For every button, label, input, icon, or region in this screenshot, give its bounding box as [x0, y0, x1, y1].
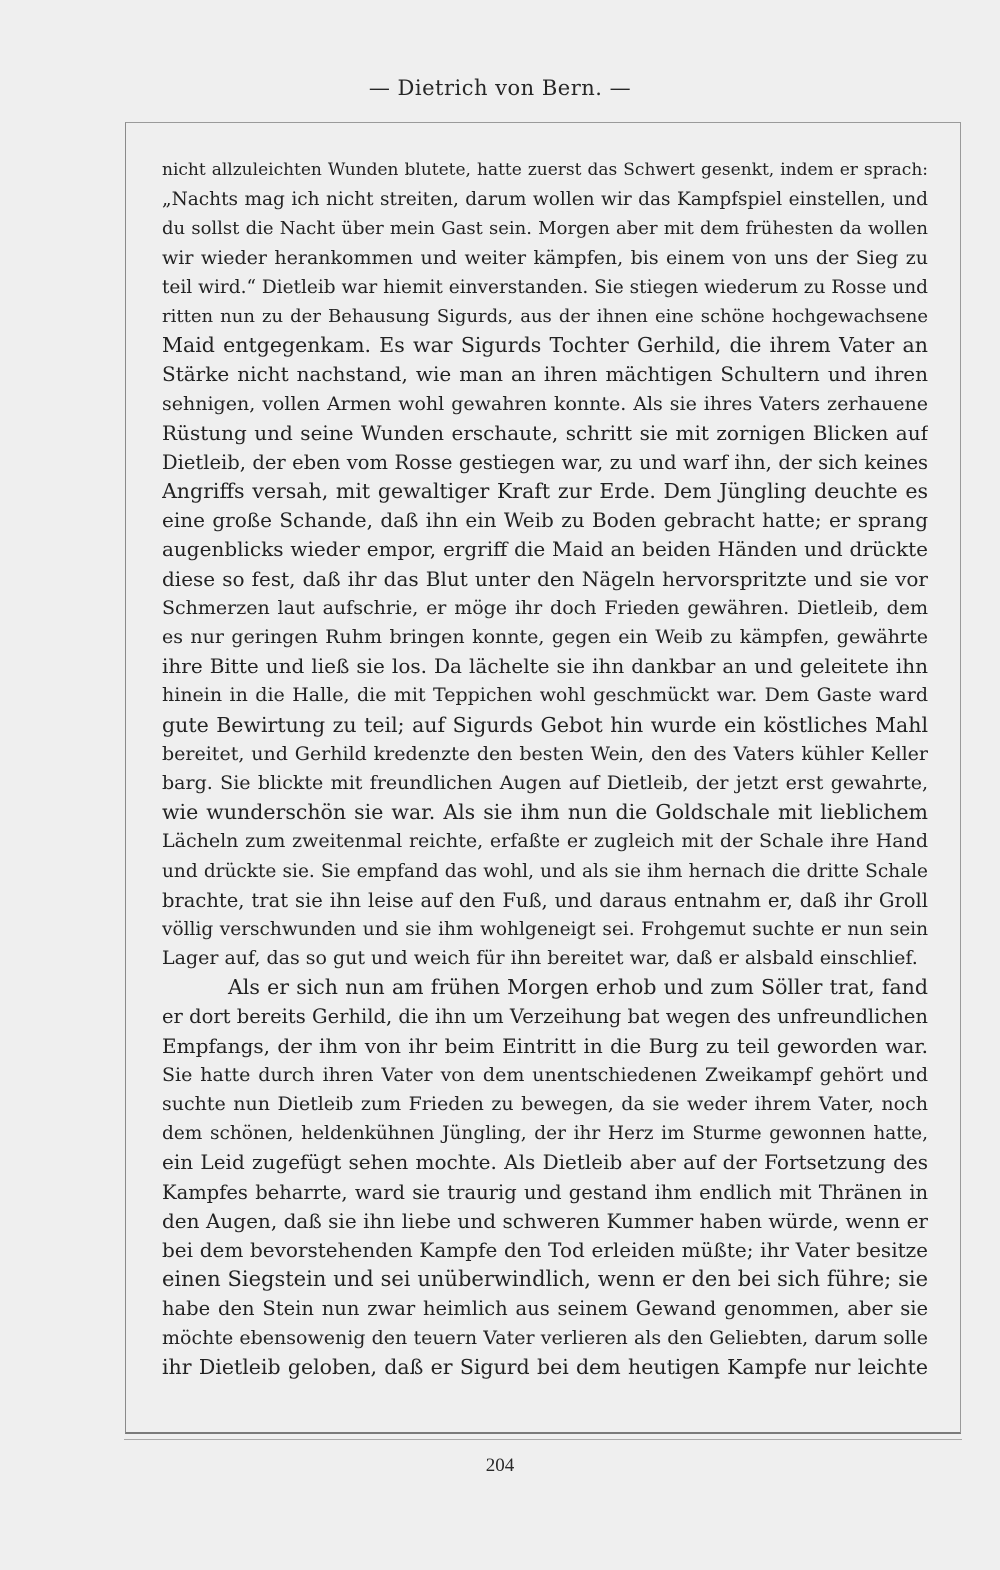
text-line: Dietleib, der eben vom Rosse gestiegen war, zu und warf ihn, der sich keines	[162, 450, 928, 474]
text-line: eine große Schande, daß ihn ein Weib zu Boden gebracht hatte; er sprang	[162, 508, 928, 533]
text-line: Maid entgegenkam. Es war Sigurds Tochter Gerhild, die ihrem Vater an	[162, 333, 928, 358]
running-head: — Dietrich von Bern. —	[368, 76, 632, 100]
text-line: ihre Bitte und ließ sie los. Da lächelte sie ihn dankbar an und geleitete ihn	[162, 654, 928, 679]
text-line: ritten nun zu der Behausung Sigurds, aus der ihnen eine schöne hochgewachsene	[162, 305, 928, 327]
text-line: Sie hatte durch ihren Vater von dem unentschiedenen Zweikampf gehört und	[162, 1063, 928, 1086]
text-line: Kampfes beharrte, ward sie traurig und gestand ihm endlich mit Thränen in	[162, 1180, 928, 1204]
text-line: bei dem bevorstehenden Kampfe den Tod erleiden müßte; ihr Vater besitze	[162, 1237, 928, 1262]
text-line: er dort bereits Gerhild, die ihn um Verzeihung bat wegen des unfreundlichen	[162, 1005, 928, 1029]
text-line: nicht allzuleichten Wunden blutete, hatte zuerst das Schwert gesenkt, indem er sprach:	[162, 160, 928, 180]
text-line: möchte ebensowenig den teuern Vater verlieren als den Geliebten, darum solle	[162, 1326, 928, 1349]
text-line: barg. Sie blickte mit freundlichen Augen auf Dietleib, der jetzt erst gewahrte,	[162, 771, 928, 794]
text-line: es nur geringen Ruhm bringen konnte, gegen ein Weib zu kämpfen, gewährte	[162, 626, 928, 648]
paragraph-start-line: Als er sich nun am frühen Morgen erhob und zum Söller trat, fand	[228, 975, 928, 1000]
text-line: habe den Stein nun zwar heimlich aus seinem Gewand genommen, aber sie	[162, 1297, 928, 1321]
text-line: „Nachts mag ich nicht streiten, darum wollen wir das Kampfspiel einstellen, und	[162, 189, 928, 211]
text-line: wir wieder herankommen und weiter kämpfen, bis einem von uns der Sieg zu	[162, 246, 928, 269]
text-line: gute Bewirtung zu teil; auf Sigurds Gebot hin wurde ein köstliches Mahl	[162, 712, 928, 737]
text-line: dem schönen, heldenkühnen Jüngling, der ihr Herz im Sturme gewonnen hatte,	[162, 1123, 928, 1145]
text-line: brachte, trat sie ihn leise auf den Fuß, und daraus entnahm er, daß ihr Groll	[162, 888, 928, 912]
text-line: einen Siegstein und sei unüberwindlich, wenn er den bei sich führe; sie	[162, 1267, 928, 1292]
text-line: augenblicks wieder empor, ergriff die Maid an beiden Händen und drückte	[162, 537, 928, 562]
text-line: völlig verschwunden und sie ihm wohlgeneigt sei. Frohgemut suchte er nun sein	[162, 918, 928, 940]
text-line: und drückte sie. Sie empfand das wohl, und als sie ihm hernach die dritte Schale	[162, 860, 928, 882]
page-number: 204	[485, 1455, 515, 1476]
text-line: ein Leid zugefügt sehen mochte. Als Dietleib aber auf der Fortsetzung des	[162, 1150, 928, 1175]
body-text	[162, 156, 928, 1382]
text-line: ihr Dietleib geloben, daß er Sigurd bei dem heutigen Kampfe nur leichte	[162, 1354, 928, 1379]
text-line: Lächeln zum zweitenmal reichte, erfaßte er zugleich mit der Schale ihre Hand	[162, 830, 928, 853]
text-line: hinein in die Halle, die mit Teppichen wohl geschmückt war. Dem Gaste ward	[162, 684, 928, 707]
text-line: diese so fest, daß ihr das Blut unter den Nägeln hervorspritzte und sie vor	[162, 566, 928, 591]
text-line: Empfangs, der ihm von ihr beim Eintritt in die Burg zu teil geworden war.	[162, 1033, 928, 1058]
text-line: teil wird.“ Dietleib war hiemit einverstanden. Sie stiegen wiederum zu Rosse und	[162, 276, 928, 298]
text-line: suchte nun Dietleib zum Frieden zu bewegen, da sie weder ihrem Vater, noch	[162, 1093, 928, 1115]
text-line: sehnigen, vollen Armen wohl gewahren konnte. Als sie ihres Vaters zerhauene	[162, 392, 928, 415]
text-line: Angriffs versah, mit gewaltiger Kraft zur Erde. Dem Jüngling deuchte es	[162, 479, 928, 504]
text-line: den Augen, daß sie ihn liebe und schweren Kummer haben würde, wenn er	[162, 1208, 928, 1233]
text-line: wie wunderschön sie war. Als sie ihm nun die Goldschale mit lieblichem	[162, 800, 928, 825]
paragraph-end-line: Lager auf, das so gut und weich für ihn bereitet war, daß er alsbald einschlief.	[162, 947, 918, 970]
text-line: bereitet, und Gerhild kredenzte den besten Wein, den des Vaters kühler Keller	[162, 742, 928, 765]
text-line: Schmerzen laut aufschrie, er möge ihr doch Frieden gewähren. Dietleib, dem	[162, 596, 928, 619]
text-line: Rüstung und seine Wunden erschaute, schritt sie mit zornigen Blicken auf	[162, 420, 928, 445]
text-line: du sollst die Nacht über mein Gast sein. Morgen aber mit dem frühesten da wollen	[162, 218, 928, 240]
text-line: Stärke nicht nachstand, wie man an ihren mächtigen Schultern und ihren	[162, 362, 928, 387]
